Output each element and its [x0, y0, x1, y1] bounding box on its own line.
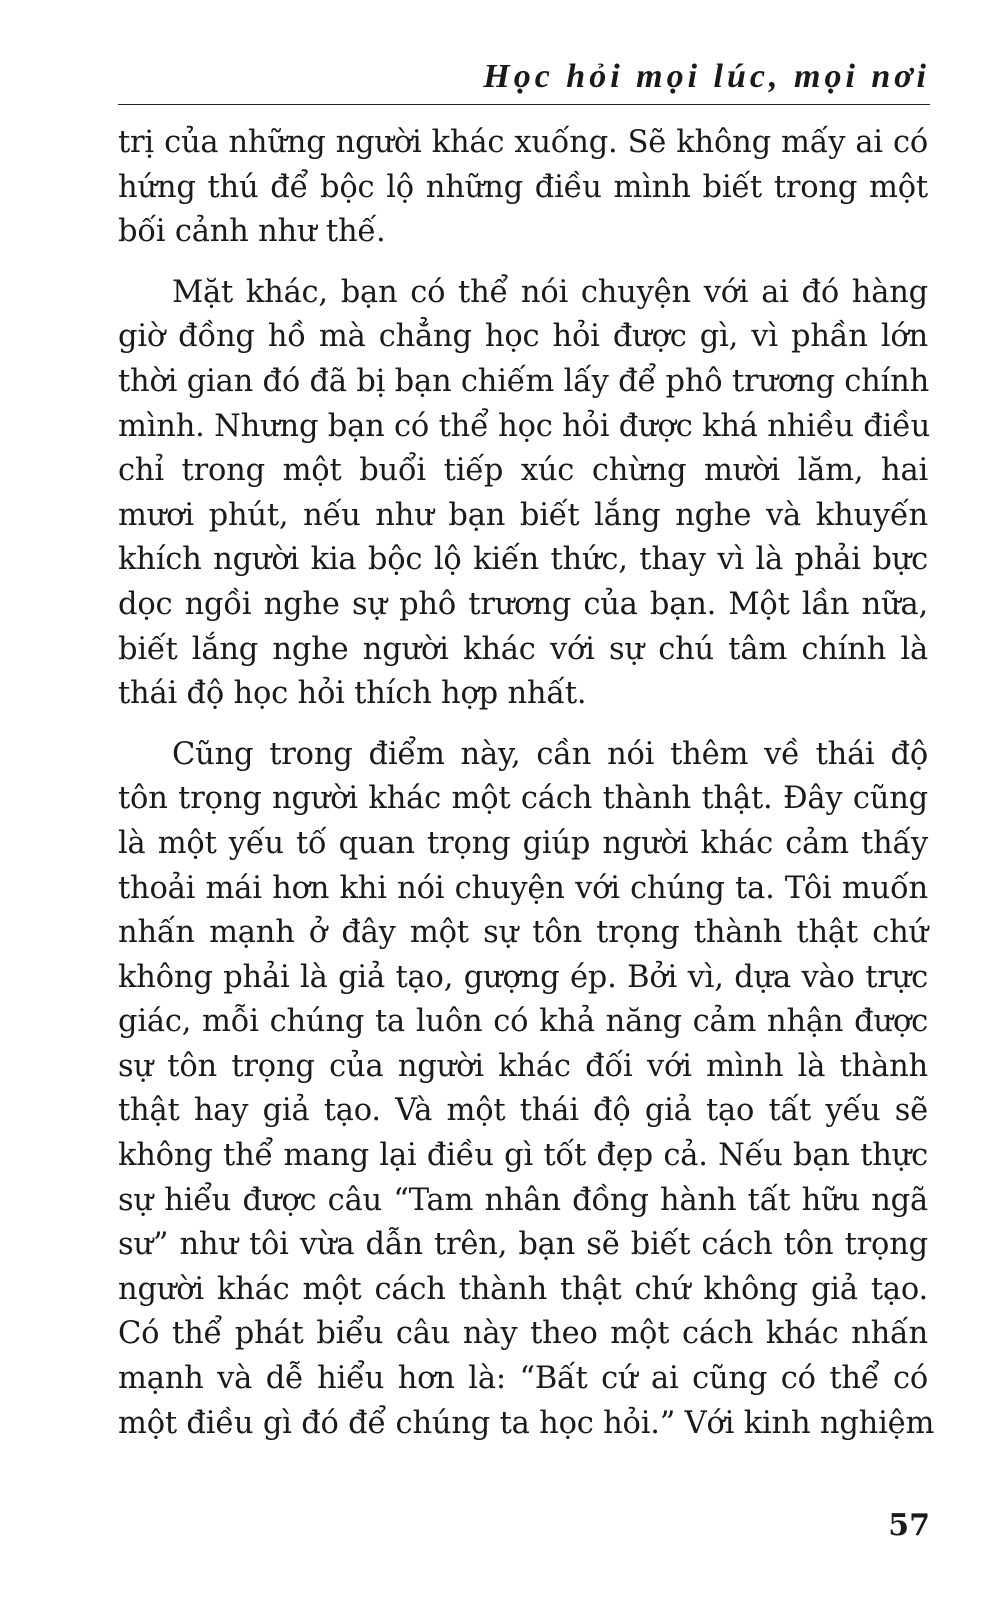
text-line: là một yếu tố quan trọng giúp người khác cảm thấy [118, 825, 928, 861]
text-line: sư” như tôi vừa dẫn trên, bạn sẽ biết cách tôn trọng [118, 1227, 928, 1263]
text-line: biết lắng nghe người khác với sự chú tâm chính là [118, 631, 928, 667]
text-line: hứng thú để bộc lộ những điều mình biết trong một [118, 169, 928, 205]
page-number: 57 [888, 1508, 930, 1543]
text-line: nhấn mạnh ở đây một sự tôn trọng thành thật chứ [118, 915, 928, 951]
text-line: thời gian đó đã bị bạn chiếm lấy để phô trương chính [118, 363, 930, 399]
text-line: thật hay giả tạo. Và một thái độ giả tạo tất yếu sẽ [118, 1093, 928, 1129]
paragraph-2 [118, 271, 931, 717]
text-line: giờ đồng hồ mà chẳng học hỏi được gì, vì phần lớn [118, 319, 928, 355]
text-line: giác, mỗi chúng ta luôn có khả năng cảm nhận được [118, 1004, 928, 1040]
text-line: sự tôn trọng của người khác đối với mình là thành [118, 1048, 928, 1084]
page-body [118, 121, 935, 1462]
text-line: tôn trọng người khác một cách thành thật. Đây cũng [118, 781, 928, 817]
text-line: thái độ học hỏi thích hợp nhất. [118, 676, 587, 712]
text-line: mươi phút, nếu như bạn biết lắng nghe và khuyến [118, 497, 928, 533]
text-line: dọc ngồi nghe sự phô trương của bạn. Một lần nữa, [118, 586, 928, 622]
text-line: thoải mái hơn khi nói chuyện với chúng ta. Tôi muốn [118, 870, 928, 906]
text-line: Cũng trong điểm này, cần nói thêm về thái độ [172, 736, 928, 772]
text-line: trị của những người khác xuống. Sẽ không mấy ai có [118, 125, 928, 160]
text-line: chỉ trong một buổi tiếp xúc chừng mười lăm, hai [118, 453, 928, 489]
running-header [118, 48, 930, 105]
text-line: sự hiểu được câu “Tam nhân đồng hành tất hữu ngã [118, 1182, 928, 1218]
text-line: không phải là giả tạo, gượng ép. Bởi vì, dựa vào trực [118, 959, 928, 995]
paragraph-3 [118, 733, 935, 1447]
text-line: Mặt khác, bạn có thể nói chuyện với ai đó hàng [172, 274, 928, 310]
running-title: Học hỏi mọi lúc, mọi nơi [483, 58, 930, 95]
text-line: Có thể phát biểu câu này theo một cách khác nhấn [118, 1316, 928, 1352]
text-line: một điều gì đó để chúng ta học hỏi.” Với kinh nghiệm [118, 1405, 935, 1441]
text-line: bối cảnh như thế. [118, 214, 386, 250]
paragraph-1 [118, 121, 928, 255]
text-line: mình. Nhưng bạn có thể học hỏi được khá nhiều điều [118, 408, 931, 444]
text-line: người khác một cách thành thật chứ không giả tạo. [118, 1271, 928, 1307]
text-line: mạnh và dễ hiểu hơn là: “Bất cứ ai cũng có thể có [118, 1361, 928, 1397]
text-line: khích người kia bộc lộ kiến thức, thay vì là phải bực [118, 542, 928, 578]
text-line: không thể mang lại điều gì tốt đẹp cả. Nếu bạn thực [118, 1138, 928, 1174]
